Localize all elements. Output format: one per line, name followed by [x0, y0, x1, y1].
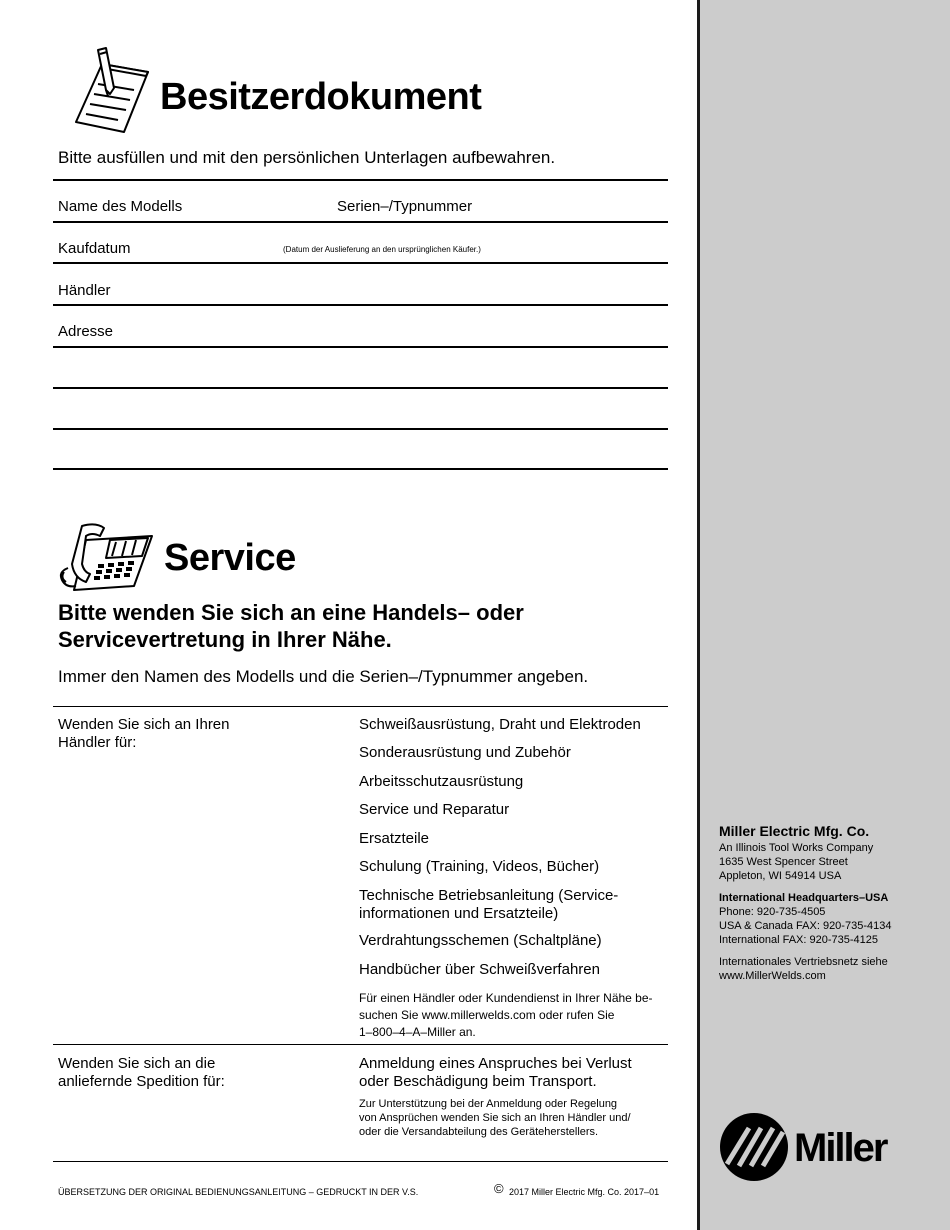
- divider: [53, 262, 668, 264]
- miller-logo-text: Miller: [794, 1126, 887, 1170]
- service-title: Service: [164, 537, 296, 579]
- carrier-contact-label: Wenden Sie sich an die anliefernde Spedition für:: [58, 1055, 225, 1090]
- list-item: Schulung (Training, Videos, Bücher): [359, 858, 600, 875]
- company-headquarters: International Headquarters–USA Phone: 920-735-4505 USA & Canada FAX: 920-735-4134 International FAX: 920-735-4125: [719, 892, 892, 946]
- divider: [53, 468, 668, 470]
- purchase-date-note: (Datum der Auslieferung an den ursprünglichen Käufer.): [283, 245, 481, 254]
- footer-copyright: 2017 Miller Electric Mfg. Co. 2017–01: [509, 1187, 660, 1197]
- divider: [53, 1161, 668, 1162]
- company-name: Miller Electric Mfg. Co.: [719, 823, 870, 839]
- divider: [53, 706, 668, 707]
- company-address: An Illinois Tool Works Company 1635 West Spencer Street Appleton, WI 54914 USA: [719, 842, 874, 882]
- clipboard-pen-icon: [68, 44, 152, 136]
- list-item: Technische Betriebsanleitung (Service- informationen und Ersatzteile): [359, 887, 619, 922]
- address-label: Adresse: [58, 323, 114, 340]
- service-heading: Bitte wenden Sie sich an eine Handels– oder Servicevertretung in Ihrer Nähe.: [58, 600, 524, 652]
- copyright-symbol: ©: [494, 1181, 504, 1196]
- carrier-note: Zur Unterstützung bei der Anmeldung oder Regelung von Ansprüchen wenden Sie sich an Ihren Händler und/ oder die Versandabteilung des Geräteherstellers.: [359, 1098, 631, 1138]
- list-item: Verdrahtungsschemen (Schaltpläne): [359, 932, 602, 949]
- divider: [53, 304, 668, 306]
- telephone-icon: [56, 520, 156, 592]
- list-item: Sonderausrüstung und Zubehör: [359, 744, 571, 761]
- dealer-note: Für einen Händler oder Kundendienst in Ihrer Nähe be- suchen Sie www.millerwelds.com oder rufen Sie 1–800–4–A–Miller an.: [359, 991, 653, 1039]
- owner-instruction: Bitte ausfüllen und mit den persönlichen Unterlagen aufbewahren.: [58, 148, 556, 167]
- divider: [53, 387, 668, 389]
- list-item: Handbücher über Schweißverfahren: [359, 961, 600, 978]
- service-subheading: Immer den Namen des Modells und die Serien–/Typnummer angeben.: [58, 667, 589, 686]
- divider: [53, 1044, 668, 1045]
- list-item: Ersatzteile: [359, 830, 430, 847]
- purchase-date-label: Kaufdatum: [58, 240, 131, 257]
- serial-number-label: Serien–/Typnummer: [337, 198, 473, 215]
- divider: [53, 428, 668, 430]
- dealer-contact-label: Wenden Sie sich an Ihren Händler für:: [58, 716, 230, 751]
- miller-logo-icon: [719, 1112, 789, 1182]
- list-item: Schweißausrüstung, Draht und Elektroden: [359, 716, 641, 733]
- list-item: Service und Reparatur: [359, 801, 510, 818]
- footer-translation-note: ÜBERSETZUNG DER ORIGINAL BEDIENUNGSANLEITUNG – GEDRUCKT IN DER V.S.: [58, 1187, 419, 1197]
- owner-title: Besitzerdokument: [160, 76, 482, 118]
- divider: [53, 346, 668, 348]
- carrier-item: Anmeldung eines Anspruches bei Verlust oder Beschädigung beim Transport.: [359, 1055, 632, 1090]
- distribution-network-note: Internationales Vertriebsnetz siehe www.MillerWelds.com: [719, 956, 888, 982]
- dealer-label: Händler: [58, 282, 111, 299]
- divider: [53, 179, 668, 181]
- divider: [53, 221, 668, 223]
- sidebar-panel: [697, 0, 950, 1230]
- list-item: Arbeitsschutzausrüstung: [359, 773, 524, 790]
- model-name-label: Name des Modells: [58, 198, 183, 215]
